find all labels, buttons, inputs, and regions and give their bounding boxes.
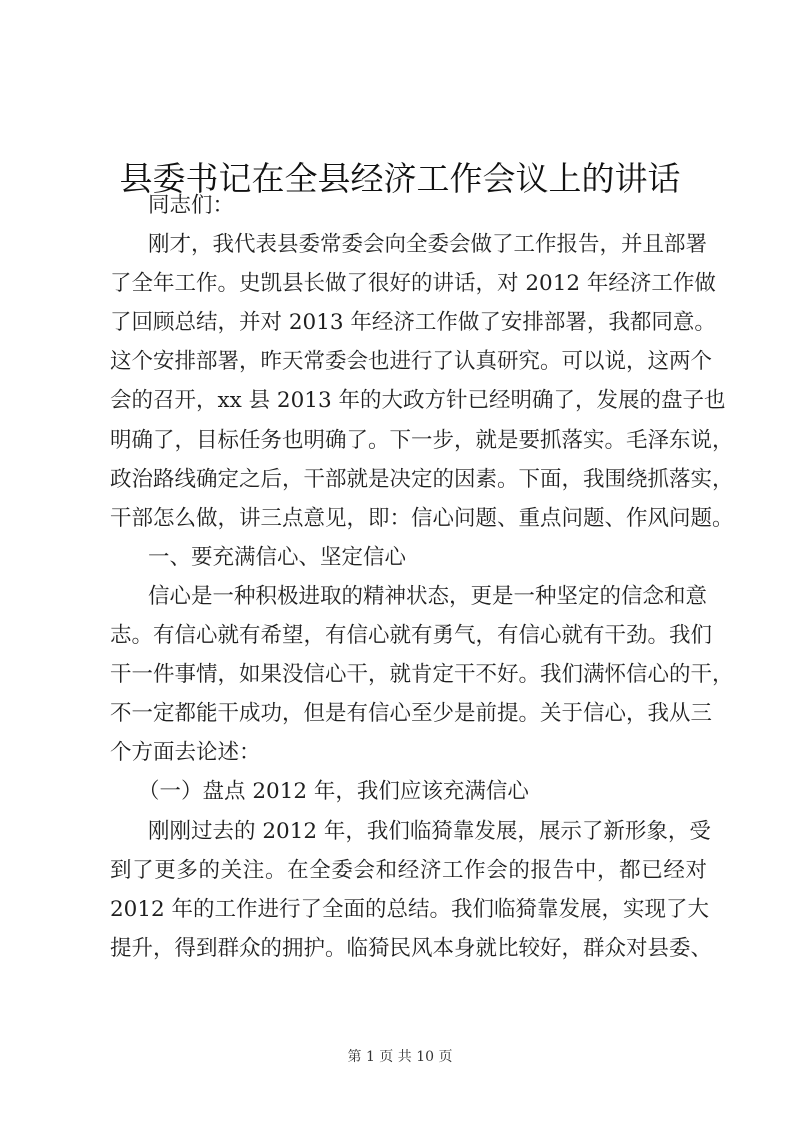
paragraph-line: 志。有信心就有希望，有信心就有勇气，有信心就有干劲。我们 bbox=[110, 623, 713, 649]
page-number-footer: 第 1 页 共 10 页 bbox=[347, 1049, 453, 1065]
paragraph-line: 会的召开，xx 县 2013 年的大政方针已经明确了，发展的盘子也 bbox=[110, 388, 726, 414]
subsection-heading: （一）盘点 2012 年，我们应该充满信心 bbox=[138, 779, 529, 805]
paragraph-line: 干一件事情，如果没信心干，就肯定干不好。我们满怀信心的干， bbox=[110, 662, 734, 688]
paragraph-line: 这个安排部署，昨天常委会也进行了认真研究。可以说，这两个 bbox=[110, 349, 713, 375]
section-heading: 一、要充满信心、坚定信心 bbox=[148, 544, 407, 570]
paragraph-line: 刚刚过去的 2012 年，我们临猗靠发展，展示了新形象，受 bbox=[148, 818, 711, 844]
paragraph-line: 到了更多的关注。在全委会和经济工作会的报告中，都已经对 bbox=[110, 857, 707, 883]
paragraph-line: 信心是一种积极进取的精神状态，更是一种坚定的信念和意 bbox=[148, 583, 708, 609]
salutation: 同志们： bbox=[148, 193, 235, 218]
paragraph-line: 政治路线确定之后，干部就是决定的因素。下面，我围绕抓落实， bbox=[110, 466, 734, 492]
paragraph-line: 不一定都能干成功，但是有信心至少是前提。关于信心，我从三 bbox=[110, 701, 713, 727]
paragraph-line: 2012 年的工作进行了全面的总结。我们临猗靠发展，实现了大 bbox=[110, 896, 710, 922]
paragraph-line: 提升，得到群众的拥护。临猗民风本身就比较好，群众对县委、 bbox=[110, 935, 713, 961]
paragraph-line: 了全年工作。史凯县长做了很好的讲话，对 2012 年经济工作做 bbox=[110, 271, 716, 297]
paragraph-line: 明确了，目标任务也明确了。下一步，就是要抓落实。毛泽东说， bbox=[110, 427, 734, 453]
paragraph-line: 个方面去论述： bbox=[110, 740, 261, 766]
paragraph-line: 刚才，我代表县委常委会向全委会做了工作报告，并且部署 bbox=[148, 232, 708, 258]
document-body bbox=[110, 186, 734, 968]
paragraph-line: 干部怎么做，讲三点意见，即：信心问题、重点问题、作风问题。 bbox=[110, 505, 734, 531]
document-title: 县委书记在全县经济工作会议上的讲话 bbox=[119, 159, 681, 199]
paragraph-line: 了回顾总结，并对 2013 年经济工作做了安排部署，我都同意。 bbox=[110, 310, 716, 336]
